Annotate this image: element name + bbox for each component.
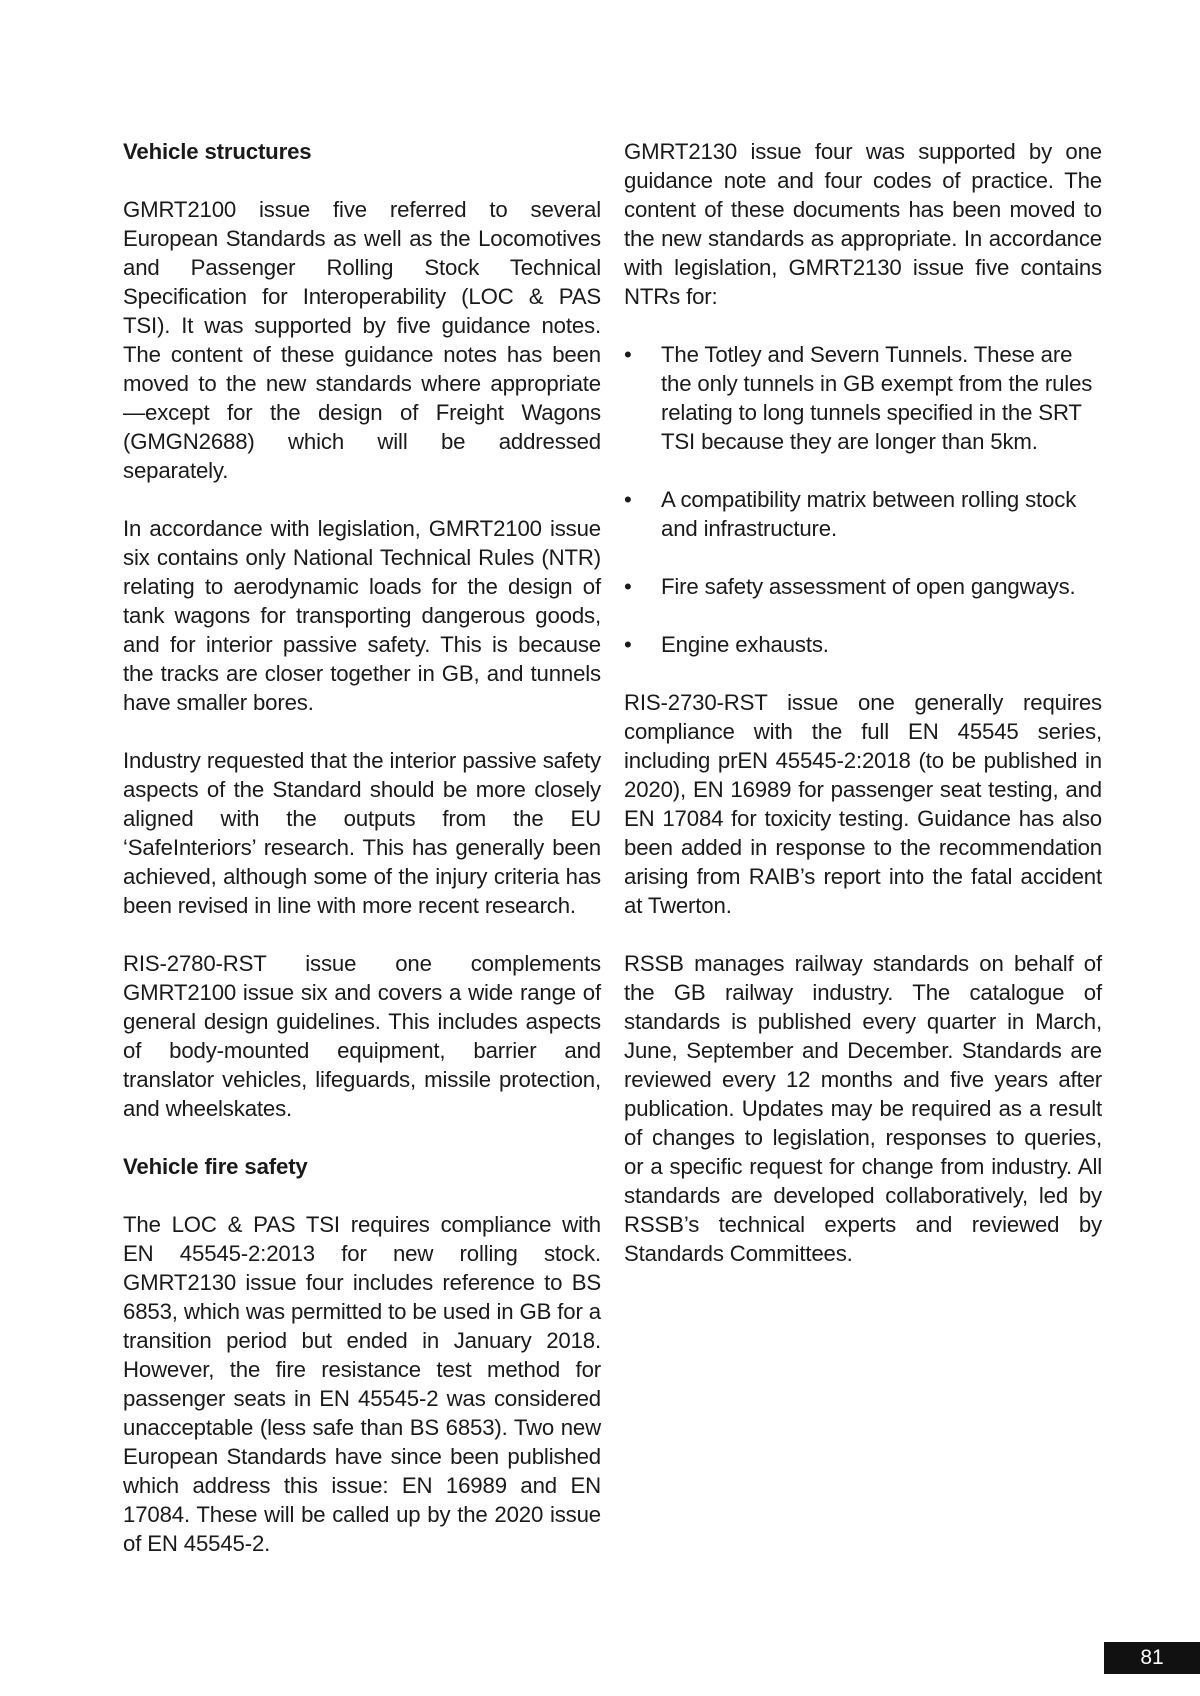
bullet-icon: • xyxy=(624,487,632,512)
paragraph-ris-2730-rst: RIS-2730-RST issue one generally requires compliance with the full EN 45545 series, including prEN 45545-2:2018 (to be published in 2020), EN 16989 for passenger seat testing, and EN 17084 for toxicity testing. Guidance has also been added in response to the recommendation arising from RAIB’s report into the fatal accident at Twerton. xyxy=(624,690,1102,918)
list-item-text: A compatibility matrix between rolling stock and infrastructure. xyxy=(661,487,1077,541)
paragraph-ris-2780-rst: RIS-2780-RST issue one complements GMRT2100 issue six and covers a wide range of general design guidelines. This includes aspects of body-mounted equipment, barrier and translator vehicles, lifeguards, missile protection, and wheelskates. xyxy=(123,951,601,1121)
bullet-icon: • xyxy=(624,342,632,367)
list-item xyxy=(624,340,1102,456)
paragraph-loc-pas-tsi-fire: The LOC & PAS TSI requires compliance with EN 45545-2:2013 for new rolling stock. GMRT2130 issue four includes reference to BS 6853, which was permitted to be used in GB for a transition period but ended in January 2018. However, the fire resistance test method for passenger seats in EN 45545-2 was considered unacceptable (less safe than BS 6853). Two new European Standards have since been published which address this issue: EN 16989 and EN 17084. These will be called up by the 2020 issue of EN 45545-2. xyxy=(123,1212,601,1556)
list-item-text: Engine exhausts. xyxy=(661,632,829,657)
paragraph-legislation-ntr: In accordance with legislation, GMRT2100 issue six contains only National Technical Rules (NTR) relating to aerodynamic loads for the design of tank wagons for transporting dangerous goods, and for interior passive safety. This is because the tracks are closer together in GB, and tunnels have smaller bores. xyxy=(123,516,601,715)
paragraph-rssb-manages-standards: RSSB manages railway standards on behalf of the GB railway industry. The catalogue of standards is published every quarter in March, June, September and December. Standards are reviewed every 12 months and five years after publication. Updates may be required as a result of changes to legislation, responses to queries, or a specific request for change from industry. All standards are developed collaboratively, led by RSSB’s technical experts and reviewed by Standards Committees. xyxy=(624,951,1102,1266)
heading-vehicle-fire-safety: Vehicle fire safety xyxy=(123,1154,308,1179)
list-item xyxy=(624,572,1102,601)
list-item-text: The Totley and Severn Tunnels. These are the only tunnels in GB exempt from the rules relating to long tunnels specified in the SRT TSI because they are longer than 5km. xyxy=(661,342,1093,454)
ntr-bullet-list xyxy=(624,340,1102,659)
list-item-text: Fire safety assessment of open gangways. xyxy=(661,574,1076,599)
page-number: 81 xyxy=(1140,1646,1164,1669)
right-column xyxy=(624,137,1102,1297)
list-item xyxy=(624,630,1102,659)
bullet-icon: • xyxy=(624,574,632,599)
heading-vehicle-structures: Vehicle structures xyxy=(123,139,312,164)
paragraph-interior-passive-safety: Industry requested that the interior passive safety aspects of the Standard should be more closely aligned with the outputs from the EU ‘SafeInteriors’ research. This has generally been achieved, although some of the injury criteria has been revised in line with more recent research. xyxy=(123,748,601,918)
paragraph-gmrt2100-issue-five: GMRT2100 issue five referred to several European Standards as well as the Locomotives and Passenger Rolling Stock Technical Specification for Interoperability (LOC & PAS TSI). It was supported by five guidance notes. The content of these guidance notes has been moved to the new standards where appropriate—except for the design of Freight Wagons (GMGN2688) which will be addressed separately. xyxy=(123,197,601,483)
left-column xyxy=(123,137,601,1587)
paragraph-gmrt2130-issue-four: GMRT2130 issue four was supported by one guidance note and four codes of practice. The content of these documents has been moved to the new standards as appropriate. In accordance with legislation, GMRT2130 issue five contains NTRs for: xyxy=(624,139,1102,309)
page-number-badge xyxy=(1104,1642,1200,1674)
bullet-icon: • xyxy=(624,632,632,657)
list-item xyxy=(624,485,1102,543)
